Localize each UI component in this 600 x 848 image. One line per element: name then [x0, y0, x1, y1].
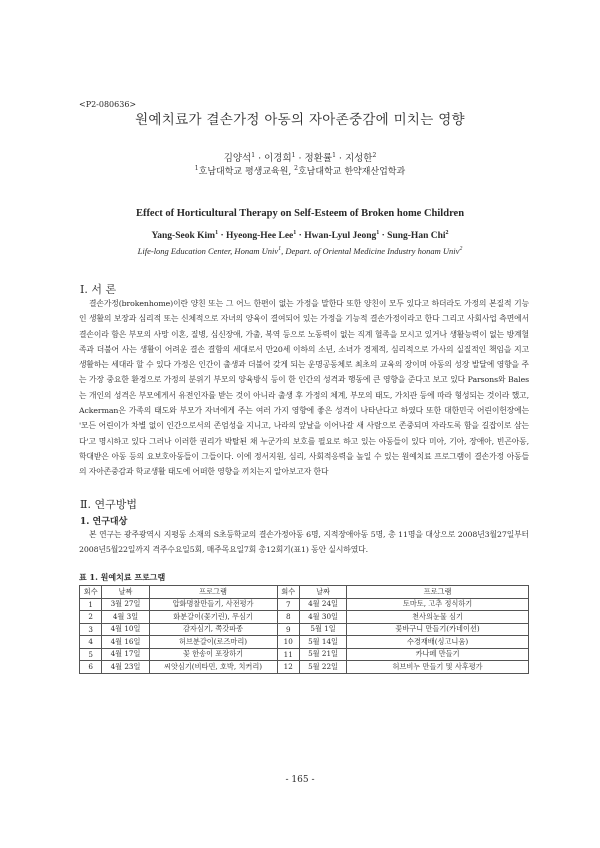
- author-name: Yang-Seok Kim: [151, 231, 216, 241]
- table-row: [80, 661, 529, 674]
- table-cell: 4월 24일: [299, 598, 346, 611]
- paper-code: <P2-080636>: [79, 100, 137, 109]
- table-cell: 4월 23일: [102, 661, 149, 674]
- table-cell: 9: [277, 623, 299, 636]
- table-cell: 12: [277, 661, 299, 674]
- author-name: 지성한: [344, 153, 373, 164]
- authors-english: [0, 231, 600, 241]
- table-cell: 7: [277, 598, 299, 611]
- affiliation: , Depart. of Oriental Medicine Industry honam Univ: [281, 246, 460, 256]
- column-header: 프로그램: [149, 586, 277, 599]
- table-cell: 꽃바구니 만들기(카네이션): [347, 623, 529, 636]
- table-header-row: [80, 586, 529, 599]
- column-header: 프로그램: [347, 586, 529, 599]
- affiliation: Life-long Education Center, Honam Univ: [137, 246, 279, 256]
- table-cell: 5월 21일: [299, 648, 346, 661]
- table-cell: 수경재배(싱고니움): [347, 636, 529, 649]
- table-cell: 허브분갈이(로즈마리): [149, 636, 277, 649]
- table-row: [80, 611, 529, 624]
- author-affil-mark: 2: [445, 229, 449, 236]
- column-header: 회수: [80, 586, 102, 599]
- author-affil-mark: 1: [332, 151, 336, 159]
- table-cell: 압화명찰만들기, 사전평가: [149, 598, 277, 611]
- column-header: 날짜: [299, 586, 346, 599]
- table-cell: 4월 10일: [102, 623, 149, 636]
- table-cell: 3: [80, 623, 102, 636]
- authors-korean: [0, 150, 600, 164]
- program-table: [79, 585, 529, 674]
- author-name: 김양석: [223, 153, 252, 164]
- section-heading-methods: Ⅱ. 연구방법: [80, 498, 137, 511]
- table-cell: 천사의눈물 심기: [347, 611, 529, 624]
- table-row: [80, 623, 529, 636]
- author-affil-mark: 2: [372, 151, 377, 159]
- paper-title-korean: 원예치료가 결손가정 아동의 자아존중감에 미치는 영향: [135, 112, 465, 128]
- table-cell: 씨앗심기(비타민, 호박, 치커리): [149, 661, 277, 674]
- page-number: - 165 -: [285, 775, 315, 785]
- author-separator: ·: [335, 153, 345, 164]
- author-affil-mark: 1: [293, 229, 297, 236]
- table-cell: 5: [80, 648, 102, 661]
- table-cell: 5월 14일: [299, 636, 346, 649]
- table-cell: 4월 30일: [299, 611, 346, 624]
- subsection-heading-subjects: 1. 연구대상: [80, 517, 128, 527]
- table-cell: 2: [80, 611, 102, 624]
- table-cell: 5월 1일: [299, 623, 346, 636]
- affil-mark: 2: [294, 165, 298, 172]
- author-name: 정환률: [304, 153, 333, 164]
- section-heading-introduction: Ⅰ. 서 론: [80, 283, 117, 296]
- author-affil-mark: 1: [291, 151, 296, 159]
- table-cell: 8: [277, 611, 299, 624]
- column-header: 회수: [277, 586, 299, 599]
- table-cell: 토마토, 고추 정식하기: [347, 598, 529, 611]
- table-cell: 4월 3일: [102, 611, 149, 624]
- affiliation: 호남대학교 평생교육원,: [198, 167, 295, 177]
- table-cell: 감자심기, 쪽갓파종: [149, 623, 277, 636]
- introduction-paragraph: 결손가정(brokenhome)이란 양친 또는 그 어느 한편이 없는 가정을 말한다 또한 양친이 모두 있다고 하더라도 가정의 본질적 기능인 생활의 보장과 심리적 또는 신체적으로 자녀의 양육이 결여되어 있는 가정을 기능적 결손가정이라고 한다 그리고 사회사업 측면에서 결손이라 함은 부모의 사망 이혼, 질병, 심신장애, 가출, 복역 등으로 노동력이 없는 직계 혈족을 모시고 있거나 생활능력이 없는 방계혈족과 더불어 사는 생활이 어려운 결손 결함의 세대로서 만20세 이하의 소년, 소녀가 경제적, 심리적으로 가사의 실질적인 책임을 지고 생활하는 세대라 할 수 있다 가정은 인간이 출생과 더불어 갖게 되는 운명공동체로 최초의 교육의 장이며 아동의 성장 발달에 영향을 주는 가장 중요한 환경으로 가정의 분위기 부모의 양육방식 등이 한 인간의 성격과 행동에 큰 영향을 준다고 보고 있다 Parsons와 Bales는 개인의 성격은 부모에게서 유전인자를 받는 것이 아니라 출생 후 가정의 체계, 부모의 태도, 가치관 등에 따라 형성되는 것이라 했고, Ackerman은 가족의 태도와 부모가 자녀에게 주는 여러 가지 영향에 좋은 성격이 나타난다고 하였다 또한 대한민국 어린이헌장에는 '모든 어린이가 차별 없이 인간으로서의 존엄성을 지니고, 나라의 앞날을 이어나갈 새 사람으로 존중되며 자라도록 함을 길잡이로 삼는다'고 명시하고 있다 그러나 이러한 권리가 박탈된 채 누군가의 보호를 필요로 하고 있는 아동들이 있다 미아, 기아, 장애아, 빈곤아동, 학대받은 아동 등의 요보호아동들이 그들이다. 이에 정서지원, 심리, 사회적응력을 높일 수 있는 원예치료 프로그램이 결손가정 아동들의 자아존중감과 학교생활 태도에 어떠한 영향을 끼치는지 알아보고자 한다: [79, 299, 529, 477]
- author-affil-mark: 1: [251, 151, 256, 159]
- column-header: 날짜: [102, 586, 149, 599]
- table-cell: 10: [277, 636, 299, 649]
- author-affil-mark: 1: [376, 229, 380, 236]
- table-cell: 6: [80, 661, 102, 674]
- table-cell: 꽃 한송이 포장하기: [149, 648, 277, 661]
- affiliations-korean: [0, 164, 600, 177]
- affiliations-english: [0, 246, 600, 256]
- table-row: [80, 648, 529, 661]
- table-cell: 3월 27일: [102, 598, 149, 611]
- table-row: [80, 598, 529, 611]
- table-cell: 허브비누 만들기 및 사후평가: [347, 661, 529, 674]
- table-cell: 화분갈이(꽃기린), 무심기: [149, 611, 277, 624]
- paper-title-english: Effect of Horticultural Therapy on Self-Esteem of Broken home Children: [135, 208, 465, 219]
- author-separator: ·: [379, 231, 388, 241]
- affiliation: 호남대학교 한약재산업학과: [297, 167, 406, 177]
- author-name: Hwan-Lyul Jeong: [304, 231, 377, 241]
- affil-mark: 1: [278, 246, 282, 253]
- methods-paragraph: 본 연구는 광주광역시 지평동 소재의 S초등학교의 결손가정아동 6명, 지적장애아동 5명, 총 11명을 대상으로 2008년3월27일부터 2008년5월22일까지 격주수요일5회, 매주목요일7회 총12회기(표1) 동안 실시하였다.: [79, 530, 529, 554]
- table-cell: 11: [277, 648, 299, 661]
- table-caption: 표 1. 원예치료 프로그램: [79, 572, 166, 582]
- table-cell: 5월 22일: [299, 661, 346, 674]
- author-separator: ·: [296, 231, 305, 241]
- table-cell: 카나페 만들기: [347, 648, 529, 661]
- affil-mark: 1: [194, 165, 199, 172]
- author-separator: ·: [255, 153, 265, 164]
- table-cell: 4월 16일: [102, 636, 149, 649]
- author-separator: ·: [295, 153, 305, 164]
- author-separator: ·: [218, 231, 226, 241]
- table-cell: 4월 17일: [102, 648, 149, 661]
- author-name: Hyeong-Hee Lee: [225, 231, 294, 241]
- table-cell: 4: [80, 636, 102, 649]
- author-affil-mark: 1: [215, 229, 219, 236]
- table-cell: 1: [80, 598, 102, 611]
- author-name: Sung-Han Chi: [387, 231, 446, 241]
- table-row: [80, 636, 529, 649]
- author-name: 이경희: [264, 153, 292, 164]
- affil-mark: 2: [459, 246, 463, 253]
